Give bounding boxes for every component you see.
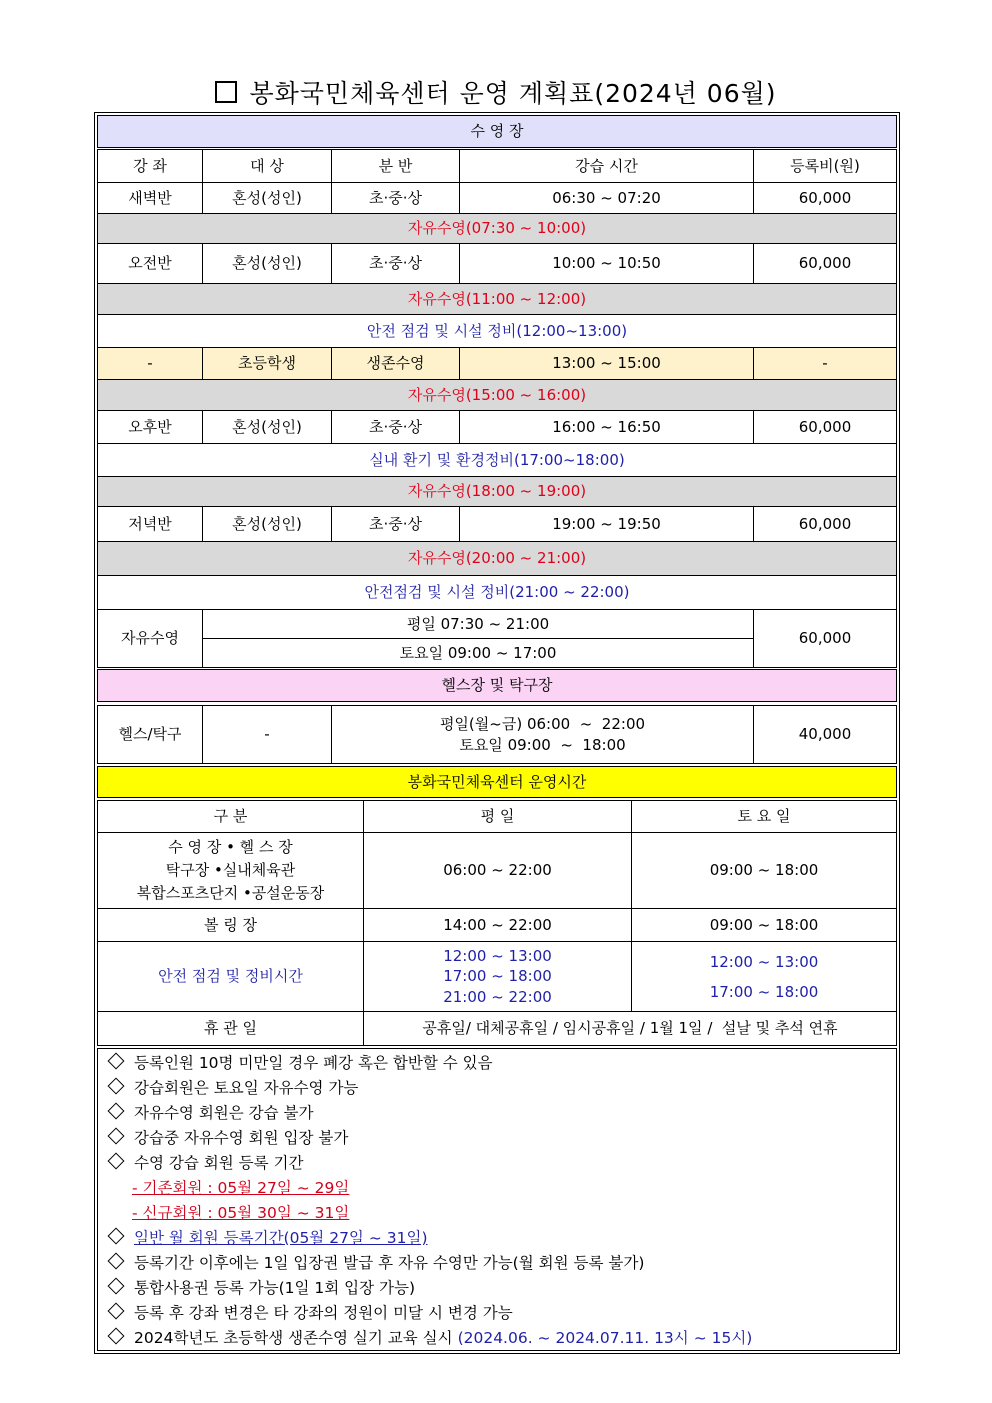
table-row-time: 13:00 ~ 15:00 <box>459 347 754 380</box>
safety-time: 21:00 ~ 22:00 <box>443 987 552 1006</box>
sub-note-item <box>106 1176 896 1201</box>
diamond-bullet-icon <box>108 1303 125 1320</box>
note-period: (2024.06. ~ 2024.07.11. 13시 ~ 15시) <box>457 1329 753 1347</box>
gym-saturday: 토요일 09:00 ~ 18:00 <box>459 735 626 754</box>
table-row-class: - <box>97 347 203 380</box>
table-row-target: 혼성(성인) <box>202 506 332 542</box>
note-item <box>106 1276 896 1301</box>
safety-label: 안전 점검 및 정비시간 <box>97 941 364 1012</box>
diamond-bullet-icon <box>108 1278 125 1295</box>
safety-time: 17:00 ~ 18:00 <box>709 982 819 1001</box>
diamond-bullet-icon <box>108 1103 125 1120</box>
table-row-level: 초·중·상 <box>331 506 460 542</box>
sub-note-text: - 신규회원 : 05월 30일 ~ 31일 <box>132 1204 350 1222</box>
table-row-time: 06:30 ~ 07:20 <box>459 182 754 214</box>
note-text: 강습중 자유수영 회원 입장 불가 <box>134 1129 349 1147</box>
table-row-class: 오후반 <box>97 410 203 444</box>
gym-weekday: 평일(월~금) 06:00 ~ 22:00 <box>439 714 646 733</box>
free-swim-band: 자유수영(11:00 ~ 12:00) <box>97 283 897 315</box>
col-class: 강 좌 <box>97 149 203 183</box>
safety-saturday <box>631 941 897 1012</box>
free-swim-fee: 60,000 <box>753 609 897 668</box>
gym-fee: 40,000 <box>753 705 897 764</box>
safety-time: 12:00 ~ 13:00 <box>709 952 819 971</box>
table-row-level: 생존수영 <box>331 347 460 380</box>
note-item <box>106 1226 896 1251</box>
bowling-weekday: 14:00 ~ 22:00 <box>363 908 632 942</box>
bowling-label: 볼 링 장 <box>97 908 364 942</box>
facilities-weekday: 06:00 ~ 22:00 <box>363 832 632 909</box>
table-row-class: 오전반 <box>97 243 203 284</box>
sub-note-item <box>106 1201 896 1226</box>
note-text: 등록기간 이후에는 1일 입장권 발급 후 자유 수영만 가능(월 회원 등록 불가) <box>134 1254 645 1272</box>
gym-label: 헬스/탁구 <box>97 705 203 764</box>
diamond-bullet-icon <box>108 1328 125 1345</box>
note-text: 강습회원은 토요일 자유수영 가능 <box>134 1079 359 1097</box>
free-swim-label: 자유수영 <box>97 609 203 668</box>
free-swim-band: 자유수영(15:00 ~ 16:00) <box>97 379 897 411</box>
table-row-time: 10:00 ~ 10:50 <box>459 243 754 284</box>
table-row-fee: - <box>753 347 897 380</box>
hours-col-saturday: 토 요 일 <box>631 800 897 833</box>
maintenance-band: 안전 점검 및 시설 정비(12:00~13:00) <box>97 314 897 348</box>
safety-time: 12:00 ~ 13:00 <box>443 947 552 966</box>
bowling-saturday: 09:00 ~ 18:00 <box>631 908 897 942</box>
safety-weekday <box>363 941 632 1012</box>
note-item <box>106 1076 896 1101</box>
diamond-bullet-icon <box>108 1253 125 1270</box>
note-item <box>106 1051 896 1076</box>
table-row-fee: 60,000 <box>753 506 897 542</box>
table-row-level: 초·중·상 <box>331 410 460 444</box>
table-row-level: 초·중·상 <box>331 182 460 214</box>
table-row-target: 혼성(성인) <box>202 243 332 284</box>
facilities-list <box>97 832 364 909</box>
note-text: 수영 강습 회원 등록 기간 <box>134 1154 304 1172</box>
table-row-time: 19:00 ~ 19:50 <box>459 506 754 542</box>
facilities-line: 탁구장 •실내체육관 <box>165 860 296 879</box>
table-row-fee: 60,000 <box>753 182 897 214</box>
note-item <box>106 1301 896 1326</box>
diamond-bullet-icon <box>108 1078 125 1095</box>
free-swim-band: 자유수영(18:00 ~ 19:00) <box>97 476 897 507</box>
sub-note-text: - 기존회원 : 05월 27일 ~ 29일 <box>132 1179 350 1197</box>
diamond-bullet-icon <box>108 1228 125 1245</box>
facilities-line: 복합스포츠단지 •공설운동장 <box>136 884 325 903</box>
note-text: 등록인원 10명 미만일 경우 폐강 혹은 합반할 수 있음 <box>134 1054 493 1072</box>
gym-header: 헬스장 및 탁구장 <box>97 669 897 702</box>
note-text: 통합사용권 등록 가능(1일 1회 입장 가능) <box>134 1279 416 1297</box>
page-title-text: 봉화국민체육센터 운영 계획표(2024년 06월) <box>249 79 777 108</box>
free-swim-band: 자유수영(20:00 ~ 21:00) <box>97 541 897 576</box>
note-item <box>106 1326 896 1351</box>
hours-col-weekday: 평 일 <box>363 800 632 833</box>
free-swim-saturday: 토요일 09:00 ~ 17:00 <box>202 638 754 668</box>
diamond-bullet-icon <box>108 1053 125 1070</box>
note-item <box>106 1251 896 1276</box>
safety-time: 17:00 ~ 18:00 <box>443 967 552 986</box>
table-row-fee: 60,000 <box>753 243 897 284</box>
col-fee: 등록비(원) <box>753 149 897 183</box>
gym-target: - <box>202 705 332 764</box>
table-row-target: 혼성(성인) <box>202 410 332 444</box>
checkbox-square-icon <box>215 81 237 103</box>
closed-label: 휴 관 일 <box>97 1011 364 1046</box>
note-item <box>106 1101 896 1126</box>
closed-value: 공휴일/ 대체공휴일 / 임시공휴일 / 1월 1일 / 설날 및 추석 연휴 <box>363 1011 897 1046</box>
table-row-class: 새벽반 <box>97 182 203 214</box>
diamond-bullet-icon <box>108 1153 125 1170</box>
hours-col-category: 구 분 <box>97 800 364 833</box>
swim-header: 수 영 장 <box>97 115 897 148</box>
note-text: 자유수영 회원은 강습 불가 <box>134 1104 314 1122</box>
free-swim-weekday: 평일 07:30 ~ 21:00 <box>202 609 754 639</box>
note-text: 일반 월 회원 등록기간(05월 27일 ~ 31일) <box>134 1229 428 1247</box>
note-item <box>106 1126 896 1151</box>
table-row-target: 혼성(성인) <box>202 182 332 214</box>
facilities-line: 수 영 장 • 헬 스 장 <box>168 837 293 856</box>
note-item <box>106 1151 896 1176</box>
facilities-saturday: 09:00 ~ 18:00 <box>631 832 897 909</box>
maintenance-band: 안전점검 및 시설 정비(21:00 ~ 22:00) <box>97 575 897 610</box>
col-level: 분 반 <box>331 149 460 183</box>
note-text: 등록 후 강좌 변경은 타 강좌의 정원이 미달 시 변경 가능 <box>134 1304 513 1322</box>
page-title <box>0 74 992 110</box>
notes-box <box>97 1048 897 1351</box>
diamond-bullet-icon <box>108 1128 125 1145</box>
hours-header: 봉화국민체육센터 운영시간 <box>97 766 897 798</box>
note-text: 2024학년도 초등학생 생존수영 실기 교육 실시 <box>134 1329 453 1347</box>
table-row-class: 저녁반 <box>97 506 203 542</box>
maintenance-band: 실내 환기 및 환경정비(17:00~18:00) <box>97 443 897 477</box>
free-swim-band: 자유수영(07:30 ~ 10:00) <box>97 213 897 244</box>
col-time: 강습 시간 <box>459 149 754 183</box>
col-target: 대 상 <box>202 149 332 183</box>
table-row-time: 16:00 ~ 16:50 <box>459 410 754 444</box>
gym-hours <box>331 705 754 764</box>
table-row-target: 초등학생 <box>202 347 332 380</box>
table-row-fee: 60,000 <box>753 410 897 444</box>
table-row-level: 초·중·상 <box>331 243 460 284</box>
